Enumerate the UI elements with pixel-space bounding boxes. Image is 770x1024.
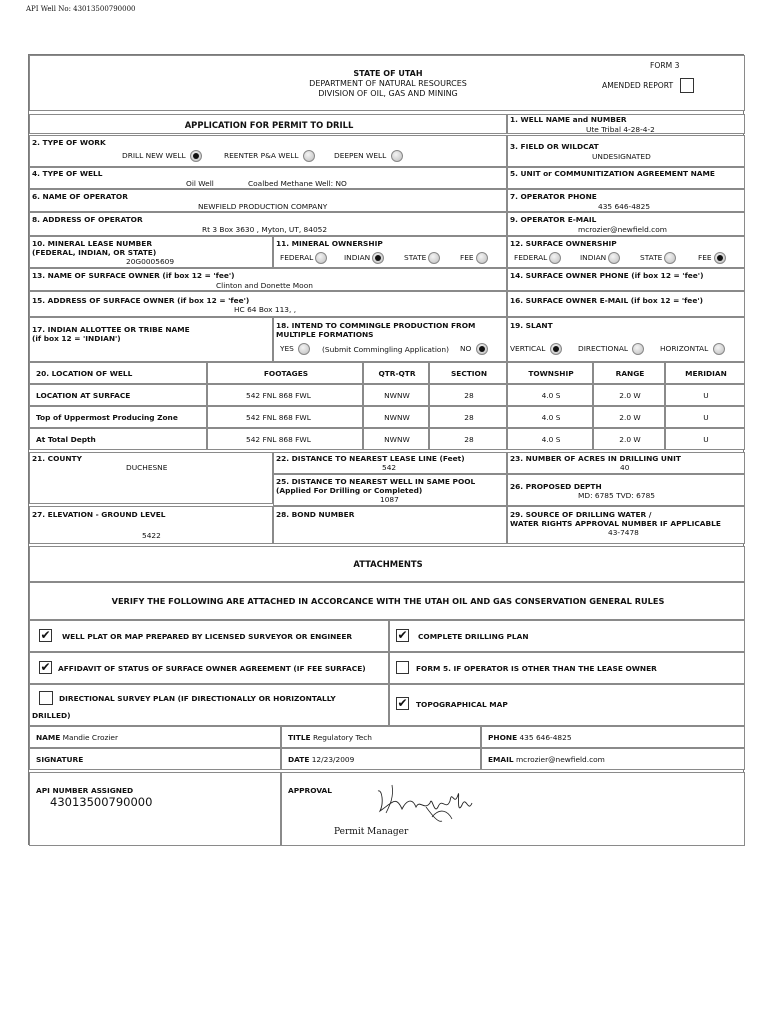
field-16-label: 16. SURFACE OWNER E-MAIL (if box 12 = 'fee') bbox=[510, 296, 703, 305]
field-13-label: 13. NAME OF SURFACE OWNER (if box 12 = 'fee') bbox=[32, 271, 235, 280]
field-26-label: 26. PROPOSED DEPTH bbox=[510, 482, 602, 491]
slant-vertical-radio[interactable] bbox=[550, 343, 562, 355]
mineral-fee-option[interactable] bbox=[460, 252, 488, 264]
attachment-topographical-map[interactable] bbox=[389, 684, 745, 726]
commingle-yes-option[interactable] bbox=[280, 343, 310, 355]
field-4-label: 4. TYPE OF WELL bbox=[32, 169, 103, 178]
field-23-label: 23. NUMBER OF ACRES IN DRILLING UNIT bbox=[510, 454, 681, 463]
mineral-indian-option[interactable] bbox=[344, 252, 384, 264]
loc-cell bbox=[593, 406, 665, 428]
field-13 bbox=[29, 268, 507, 291]
loc-range: 2.0 W bbox=[619, 391, 641, 400]
surface-federal-option[interactable] bbox=[514, 252, 561, 264]
loc-row-label: At Total Depth bbox=[36, 435, 96, 444]
permit-form bbox=[28, 54, 744, 845]
loc-header-section bbox=[429, 362, 507, 384]
field-15-label: 15. ADDRESS OF SURFACE OWNER (if box 12 = 'fee') bbox=[32, 296, 250, 305]
location-table bbox=[29, 362, 745, 450]
reenter-option[interactable] bbox=[224, 150, 315, 162]
field-25-sublabel: (Applied For Drilling or Completed) bbox=[276, 486, 423, 495]
name-value: Mandie Crozier bbox=[62, 733, 118, 742]
loc-footages: 542 FNL 868 FWL bbox=[246, 435, 311, 444]
loc-cell bbox=[207, 428, 363, 450]
attachment-affidavit[interactable] bbox=[29, 652, 389, 684]
phone-label: PHONE bbox=[488, 733, 518, 742]
check-mark-icon: ✔ bbox=[397, 696, 408, 710]
loc-meridian: U bbox=[703, 435, 709, 444]
field-18-label: 18. INTEND TO COMMINGLE PRODUCTION FROM bbox=[276, 321, 476, 330]
commingle-no-label: NO bbox=[460, 344, 472, 353]
approval-signature bbox=[372, 777, 482, 827]
operator-address-value: Rt 3 Box 3630 , Myton, UT, 84052 bbox=[202, 225, 328, 234]
title-line bbox=[288, 733, 372, 742]
check-mark-icon: ✔ bbox=[40, 660, 51, 674]
field-17-sublabel: (if box 12 = 'INDIAN') bbox=[32, 334, 121, 343]
field-19 bbox=[507, 317, 745, 362]
surface-fee-radio[interactable] bbox=[714, 252, 726, 264]
field-3 bbox=[507, 135, 745, 167]
email-label: EMAIL bbox=[488, 755, 514, 764]
title-value: Regulatory Tech bbox=[312, 733, 372, 742]
field-11-label: 11. MINERAL OWNERSHIP bbox=[276, 239, 383, 248]
surface-federal-radio[interactable] bbox=[549, 252, 561, 264]
loc-header-meridian bbox=[665, 362, 745, 384]
field-28-label: 28. BOND NUMBER bbox=[276, 510, 355, 519]
slant-horizontal-radio[interactable] bbox=[713, 343, 725, 355]
acres-value: 40 bbox=[620, 463, 630, 472]
table-row bbox=[29, 384, 745, 406]
county-value: DUCHESNE bbox=[126, 463, 168, 472]
form-header bbox=[29, 55, 745, 111]
attachment-directional-survey[interactable] bbox=[29, 684, 389, 726]
commingle-no-radio[interactable] bbox=[476, 343, 488, 355]
loc-cell bbox=[507, 406, 593, 428]
phone-box bbox=[481, 726, 745, 748]
coalbed-methane-value: Coalbed Methane Well: NO bbox=[248, 179, 347, 188]
form-number: FORM 3 bbox=[650, 61, 680, 70]
operator-email-value: mcrozier@newfield.com bbox=[578, 225, 667, 234]
date-label: DATE bbox=[288, 755, 310, 764]
loc-cell bbox=[29, 406, 207, 428]
division: DIVISION OF OIL, GAS AND MINING bbox=[318, 89, 458, 98]
surface-indian-option[interactable] bbox=[580, 252, 620, 264]
loc-header-township bbox=[507, 362, 593, 384]
slant-directional-radio[interactable] bbox=[632, 343, 644, 355]
loc-section: 28 bbox=[464, 391, 474, 400]
title-label: TITLE bbox=[288, 733, 311, 742]
field-17-label: 17. INDIAN ALLOTTEE OR TRIBE NAME bbox=[32, 325, 190, 334]
form5-checkbox[interactable] bbox=[396, 661, 409, 674]
attachments-verify-box bbox=[29, 582, 745, 620]
surface-owner-address-value: HC 64 Box 113, , bbox=[234, 305, 297, 314]
attachments-verify-text: VERIFY THE FOLLOWING ARE ATTACHED IN ACCORCANCE WITH THE UTAH OIL AND GAS CONSERVATION GENERAL RULES bbox=[111, 596, 665, 606]
loc-cell bbox=[593, 428, 665, 450]
loc-header-text: RANGE bbox=[615, 369, 645, 378]
state-title: STATE OF UTAH bbox=[353, 69, 423, 78]
api-assigned-value: 43013500790000 bbox=[50, 795, 153, 809]
mineral-state-label: STATE bbox=[404, 253, 427, 262]
slant-horizontal-label: HORIZONTAL bbox=[660, 344, 709, 353]
email-box bbox=[481, 748, 745, 770]
slant-horizontal-option[interactable] bbox=[660, 343, 725, 355]
loc-range: 2.0 W bbox=[619, 435, 641, 444]
email-value: mcrozier@newfield.com bbox=[515, 755, 605, 764]
commingle-yes-label: YES bbox=[280, 344, 294, 353]
slant-vertical-label: VERTICAL bbox=[510, 344, 546, 353]
approval-label: APPROVAL bbox=[288, 786, 332, 795]
attachment-well-plat[interactable] bbox=[29, 620, 389, 652]
surface-state-radio[interactable] bbox=[664, 252, 676, 264]
loc-cell bbox=[665, 384, 745, 406]
loc-township: 4.0 S bbox=[541, 413, 561, 422]
loc-cell bbox=[429, 406, 507, 428]
loc-cell bbox=[429, 384, 507, 406]
loc-header-text: MERIDIAN bbox=[685, 369, 727, 378]
directional-survey-checkbox[interactable] bbox=[39, 691, 53, 705]
loc-qtrqtr: NWNW bbox=[384, 435, 410, 444]
field-17 bbox=[29, 317, 273, 362]
loc-cell bbox=[665, 406, 745, 428]
topographical-map-label: TOPOGRAPHICAL MAP bbox=[416, 700, 508, 709]
deepen-radio[interactable] bbox=[391, 150, 403, 162]
commingle-yes-radio[interactable] bbox=[298, 343, 310, 355]
field-14 bbox=[507, 268, 745, 291]
check-mark-icon: ✔ bbox=[397, 628, 408, 642]
mineral-federal-option[interactable] bbox=[280, 252, 327, 264]
slant-vertical-option[interactable] bbox=[510, 343, 562, 355]
mineral-fee-label: FEE bbox=[460, 253, 474, 262]
surface-federal-label: FEDERAL bbox=[514, 253, 548, 262]
nearest-well-distance-value: 1087 bbox=[380, 495, 399, 504]
loc-row-label: Top of Uppermost Producing Zone bbox=[36, 413, 178, 422]
field-26 bbox=[507, 474, 745, 506]
loc-cell bbox=[507, 428, 593, 450]
loc-cell bbox=[363, 406, 429, 428]
surface-owner-name-value: Clinton and Donette Moon bbox=[216, 281, 313, 290]
loc-meridian: U bbox=[703, 391, 709, 400]
date-value: 12/23/2009 bbox=[311, 755, 355, 764]
field-5 bbox=[507, 167, 745, 189]
affidavit-checkbox[interactable] bbox=[39, 661, 52, 674]
slant-directional-option[interactable] bbox=[578, 343, 644, 355]
field-18 bbox=[273, 317, 507, 362]
field-8 bbox=[29, 212, 507, 236]
drilling-plan-checkbox[interactable] bbox=[396, 629, 409, 642]
name-line bbox=[36, 733, 118, 742]
loc-qtrqtr: NWNW bbox=[384, 413, 410, 422]
reenter-label: REENTER P&A WELL bbox=[224, 151, 299, 160]
field-6-label: 6. NAME OF OPERATOR bbox=[32, 192, 128, 201]
loc-range: 2.0 W bbox=[619, 413, 641, 422]
proposed-depth-value: MD: 6785 TVD: 6785 bbox=[578, 491, 655, 500]
surface-indian-label: INDIAN bbox=[580, 253, 607, 262]
field-7-label: 7. OPERATOR PHONE bbox=[510, 192, 597, 201]
field-12 bbox=[507, 236, 745, 268]
field-10-sublabel: (FEDERAL, INDIAN, OR STATE) bbox=[32, 248, 157, 257]
mineral-federal-label: FEDERAL bbox=[280, 253, 314, 262]
loc-footages: 542 FNL 868 FWL bbox=[246, 391, 311, 400]
field-22-label: 22. DISTANCE TO NEAREST LEASE LINE (Feet) bbox=[276, 454, 465, 463]
surface-state-option[interactable] bbox=[640, 252, 676, 264]
field-11 bbox=[273, 236, 507, 268]
field-29-sublabel: WATER RIGHTS APPROVAL NUMBER IF APPLICABLE bbox=[510, 519, 721, 528]
field-2-label: 2. TYPE OF WORK bbox=[32, 138, 106, 147]
field-22 bbox=[273, 452, 507, 474]
field-16 bbox=[507, 291, 745, 317]
loc-footages: 542 FNL 868 FWL bbox=[246, 413, 311, 422]
date-line bbox=[288, 755, 354, 764]
mineral-fee-radio[interactable] bbox=[476, 252, 488, 264]
field-14-label: 14. SURFACE OWNER PHONE (if box 12 = 'fee') bbox=[510, 271, 704, 280]
surface-indian-radio[interactable] bbox=[608, 252, 620, 264]
email-line bbox=[488, 755, 605, 764]
field-21-label: 21. COUNTY bbox=[32, 454, 82, 463]
api-assigned-box bbox=[29, 772, 281, 846]
operator-phone-value: 435 646-4825 bbox=[598, 202, 651, 211]
department: DEPARTMENT OF NATURAL RESOURCES bbox=[309, 79, 467, 88]
commingle-no-option[interactable] bbox=[460, 343, 488, 355]
date-box bbox=[281, 748, 481, 770]
field-12-label: 12. SURFACE OWNERSHIP bbox=[510, 239, 617, 248]
loc-header-location bbox=[29, 362, 207, 384]
surface-state-label: STATE bbox=[640, 253, 663, 262]
drill-new-well-option[interactable] bbox=[122, 150, 202, 162]
drill-new-well-label: DRILL NEW WELL bbox=[122, 151, 186, 160]
loc-header-text: FOOTAGES bbox=[263, 369, 309, 378]
phone-value: 435 646-4825 bbox=[519, 733, 572, 742]
field-10-label: 10. MINERAL LEASE NUMBER bbox=[32, 239, 153, 248]
field-18-sublabel: MULTIPLE FORMATIONS bbox=[276, 330, 374, 339]
elevation-value: 5422 bbox=[142, 531, 161, 540]
field-29 bbox=[507, 506, 745, 544]
affidavit-label: AFFIDAVIT OF STATUS OF SURFACE OWNER AGREEMENT (IF FEE SURFACE) bbox=[58, 664, 366, 673]
loc-qtrqtr: NWNW bbox=[384, 391, 410, 400]
application-title-box bbox=[29, 114, 507, 134]
attachment-form5[interactable] bbox=[389, 652, 745, 684]
well-type-value: Oil Well bbox=[186, 179, 214, 188]
directional-survey-label: DIRECTIONAL SURVEY PLAN (IF DIRECTIONALLY OR HORIZONTALLY bbox=[59, 694, 336, 703]
field-4 bbox=[29, 167, 507, 189]
field-1-label: 1. WELL NAME and NUMBER bbox=[510, 115, 627, 124]
well-name-value: Ute Tribal 4-28-4-2 bbox=[586, 125, 655, 134]
field-28 bbox=[273, 506, 507, 544]
field-15 bbox=[29, 291, 507, 317]
field-19-label: 19. SLANT bbox=[510, 321, 553, 330]
loc-header-footages bbox=[207, 362, 363, 384]
field-1 bbox=[507, 114, 745, 134]
reenter-radio[interactable] bbox=[303, 150, 315, 162]
loc-section: 28 bbox=[464, 435, 474, 444]
loc-cell bbox=[593, 384, 665, 406]
field-10 bbox=[29, 236, 273, 268]
water-rights-value: 43-7478 bbox=[608, 528, 639, 537]
deepen-label: DEEPEN WELL bbox=[334, 151, 387, 160]
lease-line-distance-value: 542 bbox=[382, 463, 397, 472]
loc-header-text: 20. LOCATION OF WELL bbox=[36, 369, 133, 378]
application-title: APPLICATION FOR PERMIT TO DRILL bbox=[184, 120, 354, 130]
api-assigned-label: API NUMBER ASSIGNED bbox=[36, 786, 134, 795]
table-row bbox=[29, 428, 745, 450]
loc-township: 4.0 S bbox=[541, 391, 561, 400]
api-well-number-header: API Well No: 43013500790000 bbox=[26, 5, 136, 13]
field-8-label: 8. ADDRESS OF OPERATOR bbox=[32, 215, 143, 224]
field-3-label: 3. FIELD OR WILDCAT bbox=[510, 142, 599, 151]
mineral-indian-label: INDIAN bbox=[344, 253, 371, 262]
operator-name-value: NEWFIELD PRODUCTION COMPANY bbox=[198, 202, 328, 211]
directional-survey-label-cont: DRILLED) bbox=[32, 711, 71, 720]
field-23 bbox=[507, 452, 745, 474]
loc-cell bbox=[207, 384, 363, 406]
field-25-label: 25. DISTANCE TO NEAREST WELL IN SAME POOL bbox=[276, 477, 476, 486]
topographical-map-checkbox[interactable] bbox=[396, 697, 409, 710]
attachment-drilling-plan[interactable] bbox=[389, 620, 745, 652]
loc-header-text: SECTION bbox=[450, 369, 488, 378]
loc-cell bbox=[363, 384, 429, 406]
field-5-label: 5. UNIT or COMMUNITIZATION AGREEMENT NAME bbox=[510, 169, 715, 178]
loc-cell bbox=[429, 428, 507, 450]
slant-directional-label: DIRECTIONAL bbox=[578, 344, 629, 353]
drilling-plan-label: COMPLETE DRILLING PLAN bbox=[418, 632, 529, 641]
check-mark-icon: ✔ bbox=[40, 628, 51, 642]
field-29-label: 29. SOURCE OF DRILLING WATER / bbox=[510, 510, 652, 519]
name-box bbox=[29, 726, 281, 748]
permit-manager-label: Permit Manager bbox=[334, 827, 409, 837]
name-label: NAME bbox=[36, 733, 61, 742]
commingle-note: (Submit Commingling Application) bbox=[322, 345, 449, 354]
well-plat-checkbox[interactable] bbox=[39, 629, 52, 642]
loc-cell bbox=[507, 384, 593, 406]
loc-cell bbox=[29, 384, 207, 406]
drill-new-well-radio[interactable] bbox=[190, 150, 202, 162]
loc-header-text: TOWNSHIP bbox=[528, 369, 574, 378]
field-21 bbox=[29, 452, 273, 504]
loc-cell bbox=[363, 428, 429, 450]
loc-row-label: LOCATION AT SURFACE bbox=[36, 391, 131, 400]
field-9 bbox=[507, 212, 745, 236]
approval-box bbox=[281, 772, 745, 846]
loc-section: 28 bbox=[464, 413, 474, 422]
mineral-federal-radio[interactable] bbox=[315, 252, 327, 264]
attachments-title-box bbox=[29, 546, 745, 582]
title-box bbox=[281, 726, 481, 748]
field-2 bbox=[29, 135, 507, 167]
amended-report-checkbox[interactable] bbox=[680, 78, 694, 93]
loc-cell bbox=[29, 428, 207, 450]
phone-line bbox=[488, 733, 572, 742]
amended-report-label: AMENDED REPORT bbox=[602, 81, 674, 90]
mineral-state-radio[interactable] bbox=[428, 252, 440, 264]
field-9-label: 9. OPERATOR E-MAIL bbox=[510, 215, 597, 224]
field-7 bbox=[507, 189, 745, 212]
loc-header-range bbox=[593, 362, 665, 384]
field-wildcat-value: UNDESIGNATED bbox=[592, 152, 651, 161]
loc-township: 4.0 S bbox=[541, 435, 561, 444]
surface-fee-option[interactable] bbox=[698, 252, 726, 264]
form5-label: FORM 5. IF OPERATOR IS OTHER THAN THE LEASE OWNER bbox=[416, 664, 657, 673]
surface-fee-label: FEE bbox=[698, 253, 712, 262]
loc-header-text: QTR-QTR bbox=[378, 369, 416, 378]
mineral-indian-radio[interactable] bbox=[372, 252, 384, 264]
loc-cell bbox=[207, 406, 363, 428]
field-27-label: 27. ELEVATION - GROUND LEVEL bbox=[32, 510, 166, 519]
field-25 bbox=[273, 474, 507, 506]
table-row bbox=[29, 406, 745, 428]
mineral-state-option[interactable] bbox=[404, 252, 440, 264]
loc-cell bbox=[665, 428, 745, 450]
loc-header-qtrqtr bbox=[363, 362, 429, 384]
well-plat-label: WELL PLAT OR MAP PREPARED BY LICENSED SURVEYOR OR ENGINEER bbox=[62, 632, 353, 641]
field-27 bbox=[29, 506, 273, 544]
field-6 bbox=[29, 189, 507, 212]
mineral-lease-value: 20G0005609 bbox=[126, 257, 175, 266]
loc-meridian: U bbox=[703, 413, 709, 422]
attachments-title: ATTACHMENTS bbox=[353, 559, 423, 569]
signature-label: SIGNATURE bbox=[36, 755, 84, 764]
deepen-option[interactable] bbox=[334, 150, 403, 162]
signature-box bbox=[29, 748, 281, 770]
